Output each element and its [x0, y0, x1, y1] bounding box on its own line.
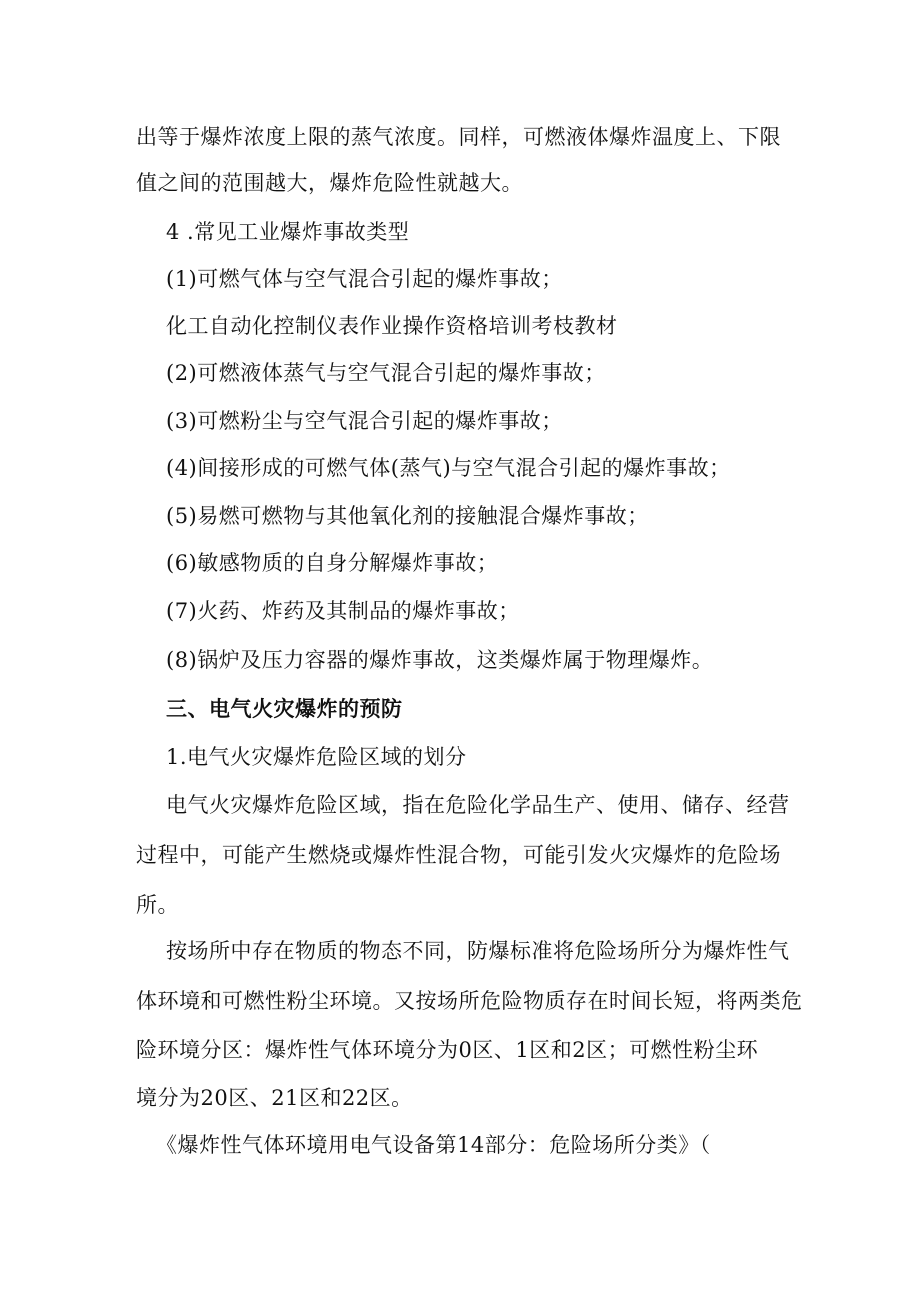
textbook-title-line: 化工自动化控制仪表作业操作资格培训考枝教材 — [166, 314, 618, 338]
paragraph-1-line-2: 值之间的范围越大，爆炸危险性就越大。 — [136, 171, 523, 195]
explosion-type-item: (6)敏感物质的自身分解爆炸事故； — [166, 551, 499, 575]
explosion-type-item: (8)锅炉及压力容器的爆炸事故，这类爆炸属于物理爆炸。 — [166, 648, 714, 672]
paragraph-2-line-2: 过程中，可能产生燃烧或爆炸性混合物，可能引发火灾爆炸的危险场 — [136, 843, 781, 867]
explosion-type-item: (3)可燃粉尘与空气混合引起的爆炸事故； — [166, 409, 563, 433]
paragraph-3-line-1: 按场所中存在物质的物态不同，防爆标准将危险场所分为爆炸性气 — [166, 939, 790, 963]
paragraph-3-line-2: 体环境和可燃性粉尘环境。又按场所危险物质存在时间长短，将两类危 — [136, 989, 803, 1013]
paragraph-3-line-4: 境分为20区、21区和22区。 — [136, 1086, 413, 1110]
paragraph-4-line-1: 《爆炸性气体环境用电气设备第14部分：危险场所分类》（ — [156, 1133, 711, 1157]
explosion-type-item: (4)间接形成的可燃气体(蒸气)与空气混合引起的爆炸事故； — [166, 456, 731, 480]
paragraph-3-line-3: 险环境分区：爆炸性气体环境分为0区、1区和2区；可燃性粉尘环 — [136, 1038, 759, 1062]
chapter-3-title: 三、电气火灾爆炸的预防 — [166, 696, 403, 721]
paragraph-1-line-1: 出等于爆炸浓度上限的蒸气浓度。同样，可燃液体爆炸温度上、下限 — [136, 125, 781, 149]
explosion-type-item: (5)易燃可燃物与其他氧化剂的接触混合爆炸事故； — [166, 504, 649, 528]
explosion-type-item: (7)火药、炸药及其制品的爆炸事故； — [166, 599, 520, 623]
explosion-type-item: (2)可燃液体蒸气与空气混合引起的爆炸事故； — [166, 361, 606, 385]
subsection-1-title: 1.电气火灾爆炸危险区域的划分 — [166, 745, 467, 769]
section-4-title: 4 .常见工业爆炸事故类型 — [166, 220, 410, 244]
paragraph-2-line-1: 电气火灾爆炸危险区域，指在危险化学品生产、使用、储存、经营 — [166, 793, 790, 817]
explosion-type-item: (1)可燃气体与空气混合引起的爆炸事故； — [166, 267, 563, 291]
paragraph-2-line-3: 所。 — [136, 893, 179, 917]
